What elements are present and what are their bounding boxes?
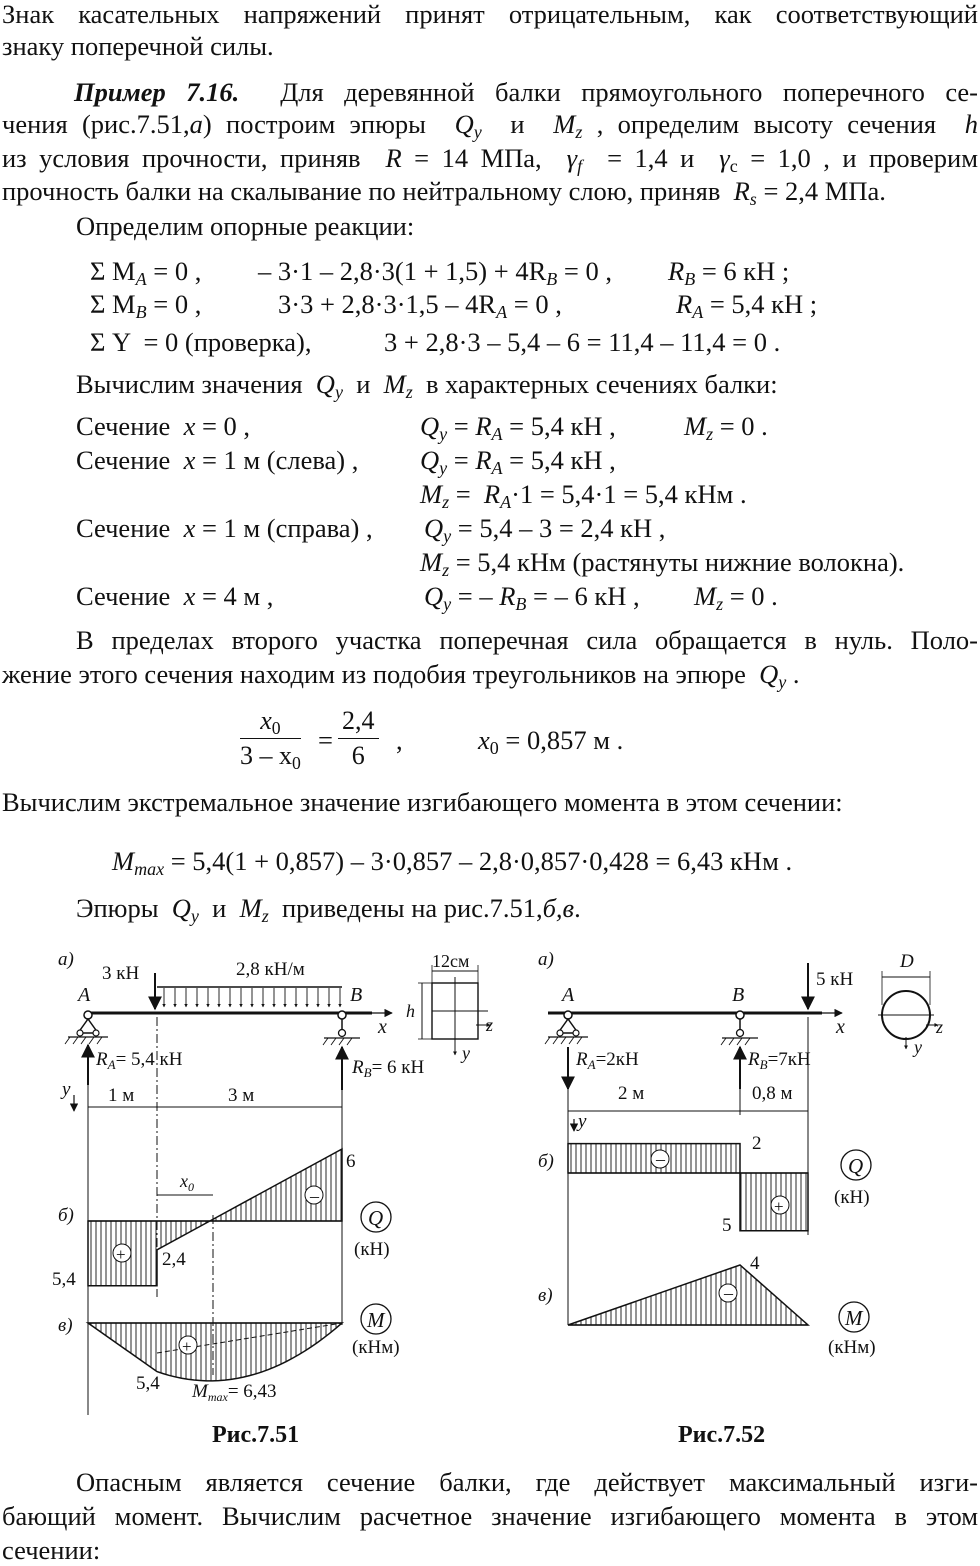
svg-text:–: – — [656, 1149, 665, 1169]
section-calc: $Q_y = R_A = 5,4$ кН , — [420, 445, 616, 479]
rb-label: $R_B= 6$ кН — [352, 1057, 425, 1080]
svg-text:5: 5 — [722, 1215, 732, 1236]
svg-text:+: + — [182, 1337, 192, 1356]
fig-7-51 — [0, 935, 493, 1415]
ra-label: $R_A= 5,4$ кН — [96, 1049, 183, 1072]
text-line: чения (рис.7.51,а) построим эпюры $Q_y$ и $M_z$ , определим высоту сечения h — [2, 109, 979, 143]
fig-7-52 — [538, 949, 943, 1358]
fraction: $\frac{2,4}{6}$ — [338, 706, 379, 771]
svg-text:3 м: 3 м — [228, 1085, 255, 1106]
svg-text:A: A — [78, 984, 91, 1006]
svg-text:б): б) — [538, 1151, 554, 1172]
svg-text:+: + — [774, 1197, 784, 1216]
svg-text:5,4: 5,4 — [52, 1269, 76, 1290]
equation: – $3\cdot 1 - 2,8\cdot 3(1 + 1,5) + 4R_B = 0$ , — [258, 256, 612, 290]
svg-text:z: z — [486, 1015, 494, 1035]
svg-text:1 м: 1 м — [108, 1085, 135, 1106]
equation: $R_B = 6$ кН ; — [668, 256, 790, 290]
svg-text:y: y — [578, 1111, 587, 1132]
text-line: знаку поперечной силы. — [2, 31, 274, 61]
mmax-equation: $M_{max} = 5,4(1 + 0,857) - 3\cdot 0,857 - 2,8\cdot 0,857\cdot 0,428 = 6,43$ кНм . — [112, 846, 793, 880]
svg-text:x: x — [836, 1016, 845, 1038]
equation: Σ Y = 0 (проверка), — [90, 327, 312, 357]
mmax-label: $M_{max}= 6,43$ — [192, 1381, 277, 1404]
svg-text:M: M — [845, 1306, 863, 1330]
svg-text:12см: 12см — [432, 951, 470, 971]
section-calc: Сечение x = 4 м , — [76, 581, 274, 611]
equation: $3\cdot 3 + 2,8\cdot 3\cdot 1,5 - 4R_A = 0$ , — [278, 289, 562, 323]
svg-text:а): а) — [538, 949, 554, 970]
svg-text:2: 2 — [752, 1133, 762, 1154]
section-calc: Сечение x = 1 м (справа) , — [76, 513, 373, 543]
figures — [0, 935, 980, 1455]
svg-text:B: B — [350, 984, 363, 1006]
svg-text:5,4: 5,4 — [136, 1373, 160, 1394]
cross-section-circle — [878, 971, 938, 1049]
q-epure — [568, 1144, 808, 1231]
svg-text:4: 4 — [750, 1253, 760, 1274]
svg-text:0,8 м: 0,8 м — [752, 1083, 793, 1104]
rb-label: $R_B=7кН$ — [748, 1049, 811, 1072]
caption-fig-7-51: Рис.7.51 — [212, 1422, 300, 1448]
ra-label: $R_A=2кН$ — [576, 1049, 639, 1072]
svg-text:2 м: 2 м — [618, 1083, 645, 1104]
equation: $R_A = 5,4$ кН ; — [676, 289, 818, 323]
section-calc: $Q_y$ = – $R_B$ = – 6 кН , — [424, 581, 640, 615]
svg-text:z: z — [936, 1017, 944, 1037]
section-calc: $Q_y = R_A = 5,4$ кН , — [420, 411, 616, 445]
text-line: прочность балки на скалывание по нейтральному слою, приняв $R_s = 2,4$ МПа. — [2, 176, 886, 210]
svg-text:(кН): (кН) — [354, 1239, 390, 1260]
text-line: сечении: — [2, 1535, 101, 1565]
section-calc: Сечение x = 1 м (слева) , — [76, 445, 359, 475]
m-epure — [568, 1265, 808, 1325]
label-a: а) — [58, 949, 74, 970]
svg-text:–: – — [724, 1283, 733, 1303]
text-line: В пределах второго участка поперечная сила обращается в нуль. Поло- — [76, 625, 978, 655]
comma: , — [396, 725, 403, 755]
svg-text:(кНм): (кНм) — [828, 1337, 876, 1358]
svg-text:в): в) — [538, 1285, 553, 1306]
text-line: Опасным является сечение балки, где действует максимальный изги- — [76, 1467, 978, 1497]
svg-text:h: h — [406, 1001, 415, 1021]
svg-text:2,4: 2,4 — [162, 1249, 186, 1270]
text-line: Определим опорные реакции: — [76, 211, 415, 241]
svg-text:y: y — [462, 1043, 470, 1063]
x0-result: $x_0 = 0,857$ м . — [478, 725, 624, 759]
section-calc: $M_z = 0$ . — [684, 411, 768, 445]
text-line: бающий момент. Вычислим расчетное значение изгибающего момента в этом — [2, 1501, 978, 1531]
section-calc: $M_z = 5,4$ кНм (растянуты нижние волокна). — [420, 547, 905, 581]
text-line: Эпюры $Q_y$ и $M_z$ приведены на рис.7.51,б,в. — [76, 893, 581, 927]
svg-text:Q: Q — [848, 1154, 864, 1178]
example-title-line: Пример 7.16. Для деревянной балки прямоугольного поперечного се- — [74, 77, 978, 107]
support-a — [65, 1011, 108, 1044]
text-line: Вычислим значения $Q_y$ и $M_z$ в характерных сечениях балки: — [76, 369, 778, 403]
svg-text:5 кН: 5 кН — [816, 969, 854, 990]
equation: 3 + 2,8·3 – 5,4 – 6 = 11,4 – 11,4 = 0 . — [384, 327, 781, 357]
text-line: из условия прочности, приняв R = 14 МПа, $\gamma_f = 1,4$ и $\gamma_c = 1,0$ , и проверим — [2, 143, 979, 177]
svg-text:(кНм): (кНм) — [352, 1337, 400, 1358]
cross-section-rect — [418, 965, 490, 1055]
svg-text:y: y — [62, 1079, 71, 1100]
equation: Σ $M_B = 0$ , — [90, 289, 202, 323]
section-calc: $Q_y = 5,4 - 3 = 2,4$ кН , — [424, 513, 666, 547]
svg-text:A: A — [562, 984, 575, 1006]
svg-text:(кН): (кН) — [834, 1187, 870, 1208]
caption-fig-7-52: Рис.7.52 — [678, 1422, 766, 1448]
equals-sign: = — [318, 725, 333, 755]
svg-text:б): б) — [58, 1205, 74, 1226]
svg-text:6: 6 — [346, 1151, 356, 1172]
section-calc: Сечение x = 0 , — [76, 411, 251, 441]
svg-text:в): в) — [58, 1315, 73, 1336]
equation: Σ $M_A = 0$ , — [90, 256, 202, 290]
support-a — [545, 1011, 588, 1044]
svg-text:2,8 кН/м: 2,8 кН/м — [236, 959, 305, 980]
svg-text:Q: Q — [368, 1206, 384, 1230]
distributed-load — [157, 987, 342, 1007]
svg-text:+: + — [116, 1245, 126, 1264]
text-line: жение этого сечения находим из подобия треугольников на эпюре $Q_y$ . — [2, 659, 800, 693]
support-b — [323, 1011, 360, 1045]
support-b — [721, 1011, 758, 1045]
svg-text:x: x — [378, 1016, 387, 1038]
svg-text:3 кН: 3 кН — [102, 963, 140, 984]
text-line: Знак касательных напряжений принят отрицательным, как соответствующий — [2, 0, 978, 29]
section-calc: $M_z = R_A\cdot 1 = 5,4\cdot 1 = 5,4$ кНм . — [420, 479, 747, 513]
svg-text:M: M — [367, 1308, 385, 1332]
fraction: $\frac{x_0}{3 - x_0}$ — [240, 706, 301, 773]
x0-label: $x_0$ — [180, 1171, 194, 1194]
section-calc: $M_z = 0$ . — [694, 581, 778, 615]
svg-text:y: y — [914, 1037, 922, 1057]
svg-text:–: – — [310, 1186, 319, 1206]
text-line: Вычислим экстремальное значение изгибающего момента в этом сечении: — [2, 787, 843, 817]
svg-text:D: D — [900, 951, 914, 972]
svg-text:B: B — [732, 984, 745, 1006]
